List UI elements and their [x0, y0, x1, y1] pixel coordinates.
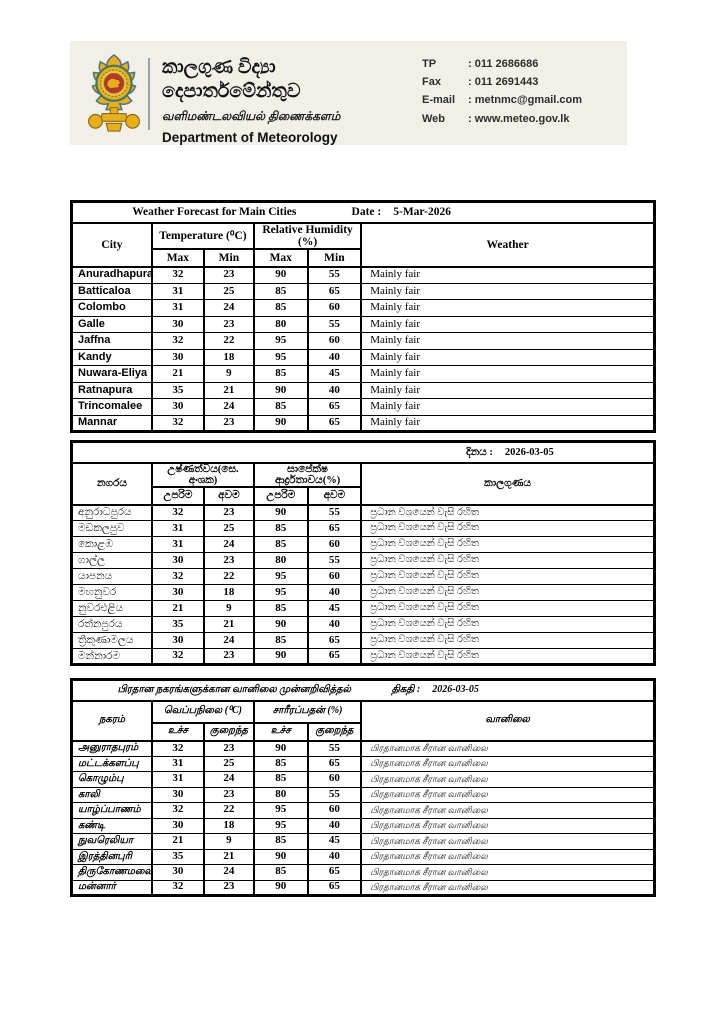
- hmax-cell: 85: [254, 633, 308, 649]
- table-row: [72, 382, 655, 399]
- hmin-cell: 40: [308, 382, 362, 399]
- table-row: [72, 617, 655, 633]
- weather-cell: பிரதானமாக சீரான வானிலை: [361, 818, 654, 834]
- tmax-cell: 31: [152, 772, 204, 788]
- humidity-header: Relative Humidity (%): [254, 223, 361, 249]
- city-cell: නුවරඑළිය: [72, 601, 152, 617]
- weather-cell: Mainly fair: [361, 283, 654, 300]
- weather-cell: Mainly fair: [361, 349, 654, 366]
- forecast-table-tamil: [70, 678, 656, 897]
- tmin-cell: 25: [204, 756, 254, 772]
- table-row: [72, 267, 655, 284]
- tmax-cell: 32: [152, 267, 204, 284]
- contact-value: : www.meteo.gov.lk: [468, 112, 570, 125]
- department-emblem-icon: [86, 53, 142, 135]
- hmax-cell: 85: [254, 537, 308, 553]
- tmin-cell: 21: [204, 849, 254, 865]
- weather-cell: பிரதானமாக சீரான வானிலை: [361, 849, 654, 865]
- hmin-cell: 40: [308, 585, 362, 601]
- table-header-row: [72, 463, 655, 487]
- hmax-cell: 95: [254, 818, 308, 834]
- table-row: [72, 849, 655, 865]
- letterhead-divider: [148, 58, 150, 130]
- city-header: நகரம்: [72, 701, 152, 741]
- city-cell: Anuradhapura: [72, 267, 152, 284]
- table-header-row: [72, 701, 655, 723]
- hmin-cell: 40: [308, 617, 362, 633]
- temp-min-header: අවම: [204, 487, 254, 505]
- table-row: [72, 756, 655, 772]
- table-row: [72, 316, 655, 333]
- temperature-header: Temperature (⁰C): [152, 223, 254, 249]
- hmax-cell: 90: [254, 741, 308, 757]
- hmax-cell: 85: [254, 283, 308, 300]
- hmax-cell: 90: [254, 880, 308, 896]
- tmin-cell: 9: [204, 601, 254, 617]
- hmin-cell: 65: [308, 880, 362, 896]
- table-title-cell: [72, 680, 655, 701]
- letterhead: [70, 41, 627, 145]
- hmax-cell: 95: [254, 803, 308, 819]
- tmin-cell: 23: [204, 415, 254, 432]
- tmin-cell: 24: [204, 633, 254, 649]
- table-title-cell: [72, 442, 655, 463]
- tmax-cell: 30: [152, 633, 204, 649]
- hmax-cell: 90: [254, 415, 308, 432]
- weather-cell: Mainly fair: [361, 333, 654, 350]
- hmax-cell: 85: [254, 865, 308, 881]
- table-row: [72, 505, 655, 521]
- contact-label: E-mail: [422, 94, 456, 107]
- hmax-cell: 85: [254, 756, 308, 772]
- tmin-cell: 23: [204, 787, 254, 803]
- contact-line-web: [422, 113, 622, 126]
- tmin-cell: 22: [204, 333, 254, 350]
- table-title: பிரதான நகரங்களுக்கான வானிலை முன்னறிவித்தல்: [117, 684, 351, 695]
- table-row: [72, 880, 655, 896]
- weather-cell: Mainly fair: [361, 267, 654, 284]
- tmin-cell: 23: [204, 741, 254, 757]
- weather-cell: ප්‍රධාන වශයෙන් වැසි රහිත: [361, 505, 654, 521]
- city-cell: මන්නාරම: [72, 649, 152, 665]
- city-cell: கண்டி: [72, 818, 152, 834]
- tmax-cell: 32: [152, 649, 204, 665]
- hmin-cell: 45: [308, 366, 362, 383]
- tmax-cell: 35: [152, 617, 204, 633]
- hmin-cell: 55: [308, 553, 362, 569]
- hmax-cell: 85: [254, 366, 308, 383]
- hum-min-header: අවම: [308, 487, 362, 505]
- table-row: [72, 349, 655, 366]
- temp-min-header: Min: [204, 249, 254, 267]
- temp-max-header: Max: [152, 249, 204, 267]
- weather-cell: பிரதானமாக சீரான வானிலை: [361, 756, 654, 772]
- tmin-cell: 22: [204, 803, 254, 819]
- tmax-cell: 32: [152, 803, 204, 819]
- weather-cell: ප්‍රධාන වශයෙන් වැසි රහිත: [361, 521, 654, 537]
- date-value: 2026-03-05: [432, 684, 479, 695]
- tmin-cell: 24: [204, 399, 254, 416]
- table-title-row: [72, 202, 655, 223]
- tmax-cell: 32: [152, 880, 204, 896]
- table-row: [72, 585, 655, 601]
- table-row: [72, 537, 655, 553]
- contact-value: : metnmc@gmail.com: [468, 94, 583, 107]
- hum-max-header: Max: [254, 249, 308, 267]
- tmax-cell: 30: [152, 316, 204, 333]
- hmin-cell: 65: [308, 633, 362, 649]
- weather-cell: பிரதானமாக சீரான வானிலை: [361, 772, 654, 788]
- city-cell: මඩකලපුව: [72, 521, 152, 537]
- table-row: [72, 399, 655, 416]
- weather-cell: பிரதானமாக சீரான வானிலை: [361, 834, 654, 850]
- date-label: திகதி :: [391, 684, 421, 695]
- weather-cell: Mainly fair: [361, 415, 654, 432]
- city-cell: Colombo: [72, 300, 152, 317]
- hmin-cell: 60: [308, 772, 362, 788]
- hmin-cell: 65: [308, 865, 362, 881]
- weather-cell: பிரதானமாக சீரான வானிலை: [361, 803, 654, 819]
- tmin-cell: 18: [204, 585, 254, 601]
- city-cell: රත්නපුරය: [72, 617, 152, 633]
- city-cell: මහනුවර: [72, 585, 152, 601]
- date-label: Date :: [351, 206, 382, 219]
- hmax-cell: 95: [254, 333, 308, 350]
- tmax-cell: 31: [152, 283, 204, 300]
- tmax-cell: 21: [152, 601, 204, 617]
- table-header-row: [72, 223, 655, 249]
- city-cell: யாழ்ப்பாணம்: [72, 803, 152, 819]
- table-title-row: [72, 680, 655, 701]
- table-row: [72, 633, 655, 649]
- hmax-cell: 90: [254, 849, 308, 865]
- date-label: දිනය :: [465, 446, 493, 458]
- temp-min-header: குறைந்த: [204, 723, 254, 741]
- city-cell: අනුරාධපුරය: [72, 505, 152, 521]
- city-cell: ත්‍රිකුණාමලය: [72, 633, 152, 649]
- table-row: [72, 834, 655, 850]
- table-row: [72, 333, 655, 350]
- hmin-cell: 60: [308, 803, 362, 819]
- org-name-english: Department of Meteorology: [162, 129, 338, 145]
- weather-cell: ප්‍රධාන වශයෙන් වැසි රහිත: [361, 585, 654, 601]
- tmin-cell: 9: [204, 366, 254, 383]
- tmin-cell: 22: [204, 569, 254, 585]
- temp-max-header: උපරිම: [152, 487, 204, 505]
- table-title-cell: [72, 202, 655, 223]
- table-row: [72, 865, 655, 881]
- table-row: [72, 741, 655, 757]
- weather-header: කාලගුණය: [361, 463, 654, 505]
- hum-max-header: උපරිම: [254, 487, 308, 505]
- contact-block: [422, 58, 622, 131]
- city-cell: Mannar: [72, 415, 152, 432]
- humidity-header: சாரீரப்பதன் (%): [254, 701, 361, 723]
- city-cell: Nuwara-Eliya: [72, 366, 152, 383]
- table-row: [72, 818, 655, 834]
- tmin-cell: 9: [204, 834, 254, 850]
- tmax-cell: 32: [152, 333, 204, 350]
- tmin-cell: 24: [204, 537, 254, 553]
- tmax-cell: 30: [152, 399, 204, 416]
- hmin-cell: 55: [308, 505, 362, 521]
- tmax-cell: 30: [152, 787, 204, 803]
- weather-cell: ප්‍රධාන වශයෙන් වැසි රහිත: [361, 537, 654, 553]
- table-title: Weather Forecast for Main Cities: [132, 206, 297, 219]
- hmin-cell: 60: [308, 569, 362, 585]
- tmax-cell: 32: [152, 415, 204, 432]
- tmax-cell: 30: [152, 349, 204, 366]
- tmax-cell: 32: [152, 505, 204, 521]
- tmin-cell: 21: [204, 617, 254, 633]
- weather-cell: ප්‍රධාන වශයෙන් වැසි රහිත: [361, 633, 654, 649]
- table-row: [72, 569, 655, 585]
- weather-cell: Mainly fair: [361, 382, 654, 399]
- table-body: [72, 267, 655, 432]
- hmin-cell: 45: [308, 834, 362, 850]
- tmin-cell: 24: [204, 300, 254, 317]
- tmin-cell: 23: [204, 649, 254, 665]
- hmin-cell: 40: [308, 849, 362, 865]
- table-row: [72, 521, 655, 537]
- hmax-cell: 95: [254, 349, 308, 366]
- contact-label: Web: [422, 112, 446, 125]
- weather-cell: பிரதானமாக சீரான வானிலை: [361, 865, 654, 881]
- tmax-cell: 30: [152, 818, 204, 834]
- hmin-cell: 65: [308, 415, 362, 432]
- contact-line-email: [422, 94, 622, 107]
- date-value: 5-Mar-2026: [393, 206, 451, 219]
- weather-cell: ප්‍රධාන වශයෙන් වැසි රහිත: [361, 553, 654, 569]
- weather-cell: Mainly fair: [361, 316, 654, 333]
- tmin-cell: 23: [204, 267, 254, 284]
- tmin-cell: 25: [204, 521, 254, 537]
- hmin-cell: 55: [308, 316, 362, 333]
- weather-cell: Mainly fair: [361, 399, 654, 416]
- tmax-cell: 31: [152, 300, 204, 317]
- hmax-cell: 85: [254, 772, 308, 788]
- hmin-cell: 65: [308, 649, 362, 665]
- hmax-cell: 90: [254, 382, 308, 399]
- city-cell: அனுராதபுரம்: [72, 741, 152, 757]
- hum-min-header: குறைந்த: [308, 723, 362, 741]
- hmax-cell: 90: [254, 505, 308, 521]
- weather-header: Weather: [361, 223, 654, 267]
- tmin-cell: 18: [204, 349, 254, 366]
- hmax-cell: 80: [254, 553, 308, 569]
- city-header: City: [72, 223, 152, 267]
- weather-header: வானிலை: [361, 701, 654, 741]
- city-cell: கொழும்பு: [72, 772, 152, 788]
- hmax-cell: 85: [254, 521, 308, 537]
- hmax-cell: 85: [254, 399, 308, 416]
- tmin-cell: 18: [204, 818, 254, 834]
- table-row: [72, 601, 655, 617]
- hmin-cell: 65: [308, 521, 362, 537]
- city-cell: Kandy: [72, 349, 152, 366]
- weather-cell: Mainly fair: [361, 366, 654, 383]
- city-cell: மட்டக்களப்பு: [72, 756, 152, 772]
- contact-line-tp: [422, 58, 622, 71]
- weather-cell: ප්‍රධාන වශයෙන් වැසි රහිත: [361, 649, 654, 665]
- city-cell: ගාල්ල: [72, 553, 152, 569]
- weather-cell: பிரதானமாக சீரான வானிலை: [361, 741, 654, 757]
- table-body: [72, 505, 655, 665]
- hmin-cell: 40: [308, 818, 362, 834]
- tmax-cell: 32: [152, 569, 204, 585]
- tmin-cell: 24: [204, 772, 254, 788]
- hmax-cell: 90: [254, 649, 308, 665]
- tmax-cell: 21: [152, 366, 204, 383]
- hmax-cell: 80: [254, 316, 308, 333]
- hmin-cell: 65: [308, 399, 362, 416]
- city-cell: Jaffna: [72, 333, 152, 350]
- tmax-cell: 21: [152, 834, 204, 850]
- hum-max-header: உச்ச: [254, 723, 308, 741]
- org-name-sinhala: කාලගුණ විද්‍යා දෙපාර්තමේන්තුව: [162, 57, 301, 102]
- hmin-cell: 55: [308, 267, 362, 284]
- hmax-cell: 90: [254, 267, 308, 284]
- tmin-cell: 23: [204, 553, 254, 569]
- table-row: [72, 787, 655, 803]
- contact-label: Fax: [422, 76, 441, 89]
- hmax-cell: 95: [254, 569, 308, 585]
- date-value: 2026-03-05: [504, 446, 554, 458]
- hmax-cell: 80: [254, 787, 308, 803]
- city-cell: Trincomalee: [72, 399, 152, 416]
- tmax-cell: 35: [152, 849, 204, 865]
- city-cell: திருகோணமலை: [72, 865, 152, 881]
- contact-label: TP: [422, 58, 437, 70]
- tmax-cell: 31: [152, 756, 204, 772]
- tmax-cell: 31: [152, 521, 204, 537]
- city-header: නගරය: [72, 463, 152, 505]
- tmax-cell: 32: [152, 741, 204, 757]
- hmax-cell: 95: [254, 585, 308, 601]
- table-title-row: [72, 442, 655, 463]
- hmin-cell: 60: [308, 300, 362, 317]
- table-row: [72, 803, 655, 819]
- hmin-cell: 60: [308, 537, 362, 553]
- hmin-cell: 60: [308, 333, 362, 350]
- hmin-cell: 65: [308, 283, 362, 300]
- tmin-cell: 23: [204, 505, 254, 521]
- forecast-table-sinhala: [70, 440, 656, 666]
- table-row: [72, 283, 655, 300]
- tmin-cell: 25: [204, 283, 254, 300]
- hmax-cell: 85: [254, 834, 308, 850]
- table-row: [72, 772, 655, 788]
- tmin-cell: 23: [204, 316, 254, 333]
- hum-min-header: Min: [308, 249, 362, 267]
- tmin-cell: 23: [204, 880, 254, 896]
- table-row: [72, 649, 655, 665]
- city-cell: Galle: [72, 316, 152, 333]
- city-cell: කොළඹ: [72, 537, 152, 553]
- weather-cell: Mainly fair: [361, 300, 654, 317]
- humidity-header: සාපේක්ෂ ආර්ද්‍රතාවය(%): [254, 463, 361, 487]
- tmax-cell: 31: [152, 537, 204, 553]
- hmax-cell: 90: [254, 617, 308, 633]
- table-body: [72, 741, 655, 896]
- temp-max-header: உச்ச: [152, 723, 204, 741]
- tmax-cell: 35: [152, 382, 204, 399]
- table-row: [72, 300, 655, 317]
- tmin-cell: 21: [204, 382, 254, 399]
- table-row: [72, 366, 655, 383]
- hmin-cell: 65: [308, 756, 362, 772]
- tmax-cell: 30: [152, 553, 204, 569]
- temperature-header: උෂ්ණත්වය(සෙ. අංශක): [152, 463, 254, 487]
- hmin-cell: 55: [308, 741, 362, 757]
- table-row: [72, 553, 655, 569]
- city-cell: இரத்தினபுரி: [72, 849, 152, 865]
- contact-value: : 011 2686686: [468, 58, 539, 70]
- weather-cell: ප්‍රධාන වශයෙන් වැසි රහිත: [361, 569, 654, 585]
- tmax-cell: 30: [152, 865, 204, 881]
- tmin-cell: 24: [204, 865, 254, 881]
- forecast-table-english: [70, 200, 656, 433]
- hmax-cell: 85: [254, 300, 308, 317]
- table-row: [72, 415, 655, 432]
- org-name-block: [162, 56, 412, 145]
- contact-value: : 011 2691443: [468, 76, 539, 89]
- weather-cell: ප්‍රධාන වශයෙන් වැසි රහිත: [361, 617, 654, 633]
- tmax-cell: 30: [152, 585, 204, 601]
- hmin-cell: 55: [308, 787, 362, 803]
- org-name-tamil: வளிமண்டலவியல் திணைக்களம்: [162, 108, 341, 123]
- hmax-cell: 85: [254, 601, 308, 617]
- city-cell: Batticaloa: [72, 283, 152, 300]
- city-cell: යාපනය: [72, 569, 152, 585]
- weather-cell: பிரதானமாக சீரான வானிலை: [361, 787, 654, 803]
- temperature-header: வெப்பநிலை (⁰C): [152, 701, 254, 723]
- city-cell: Ratnapura: [72, 382, 152, 399]
- weather-cell: பிரதானமாக சீரான வானிலை: [361, 880, 654, 896]
- hmin-cell: 45: [308, 601, 362, 617]
- weather-cell: ප්‍රධාන වශයෙන් වැසි රහිත: [361, 601, 654, 617]
- contact-line-fax: [422, 76, 622, 89]
- hmin-cell: 40: [308, 349, 362, 366]
- city-cell: மன்னார்: [72, 880, 152, 896]
- city-cell: காலி: [72, 787, 152, 803]
- city-cell: நுவரெலியா: [72, 834, 152, 850]
